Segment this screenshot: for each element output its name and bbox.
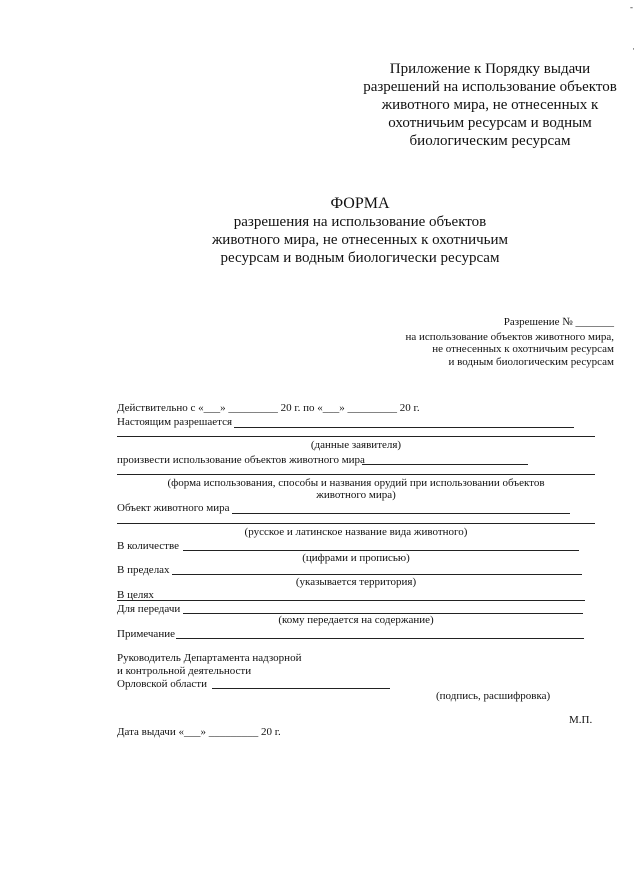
- applicant-caption: (данные заявителя): [310, 439, 402, 451]
- signature-line: Руководитель Департамента надзорной: [117, 652, 302, 664]
- form-subtitle: [160, 213, 560, 267]
- appendix-line: Приложение к Порядку выдачи: [389, 61, 591, 77]
- scan-mark: ·: [632, 44, 635, 54]
- signature-caption: (подпись, расшифровка): [436, 690, 551, 702]
- object-field-line[interactable]: [232, 513, 570, 514]
- permitted-label: Настоящим разрешается: [117, 416, 233, 428]
- quantity-field-line[interactable]: [183, 550, 579, 551]
- quantity-label: В количестве: [117, 540, 179, 552]
- signature-field-line[interactable]: [212, 688, 390, 689]
- transfer-label: Для передачи: [117, 603, 181, 615]
- purpose-field-line[interactable]: [117, 600, 585, 601]
- note-field-line[interactable]: [176, 638, 584, 639]
- applicant-field-line[interactable]: [234, 427, 574, 428]
- use-label: произвести использование объектов животного мира: [117, 454, 365, 466]
- form-subtitle-line: разрешения на использование объектов: [233, 214, 487, 230]
- form-title: ФОРМА: [330, 195, 390, 212]
- use-caption: (форма использования, способы и названия орудий при использовании объектов: [167, 477, 545, 489]
- note-label: Примечание: [117, 628, 175, 640]
- permit-number-label: Разрешение № _______: [503, 316, 614, 328]
- form-subtitle-line: ресурсам и водным биологически ресурсам: [220, 250, 500, 266]
- area-label: В пределах: [117, 564, 170, 576]
- object-field-line-2[interactable]: [117, 523, 595, 524]
- issue-date: Дата выдачи «___» _________ 20 г.: [117, 726, 281, 738]
- use-field-line-2[interactable]: [117, 474, 595, 475]
- appendix-line: разрешений на использование объектов: [363, 79, 617, 95]
- signature-line: и контрольной деятельности: [117, 665, 252, 677]
- object-caption: (русское и латинское название вида животного): [244, 526, 468, 538]
- appendix-line: биологическим ресурсам: [409, 133, 571, 149]
- appendix-line: охотничьим ресурсам и водным: [388, 115, 592, 131]
- area-field-line[interactable]: [172, 574, 582, 575]
- scan-mark: ‐: [630, 2, 633, 12]
- permit-description-line: не отнесенных к охотничьим ресурсам: [432, 343, 614, 355]
- validity-period: Действительно с «___» _________ 20 г. по «___» _________ 20 г.: [117, 402, 420, 414]
- appendix-line: животного мира, не отнесенных к: [381, 97, 599, 113]
- quantity-caption: (цифрами и прописью): [302, 552, 410, 564]
- use-field-line[interactable]: [362, 464, 528, 465]
- transfer-caption: (кому передается на содержание): [278, 614, 434, 626]
- applicant-field-line-2[interactable]: [117, 436, 595, 437]
- purpose-label: В целях: [117, 589, 154, 601]
- permit-description-line: на использование объектов животного мира,: [405, 330, 614, 343]
- object-label: Объект животного мира: [117, 502, 230, 514]
- permit-description-line: и водным биологическим ресурсам: [448, 355, 614, 368]
- form-subtitle-line: животного мира, не отнесенных к охотничьим: [211, 232, 509, 248]
- appendix-header: [300, 60, 640, 150]
- signature-line: Орловской области: [117, 678, 207, 690]
- use-caption-cont: животного мира): [316, 489, 396, 501]
- permit-number-block: [406, 316, 614, 368]
- stamp-place: М.П.: [569, 714, 593, 726]
- area-caption: (указывается территория): [295, 576, 417, 588]
